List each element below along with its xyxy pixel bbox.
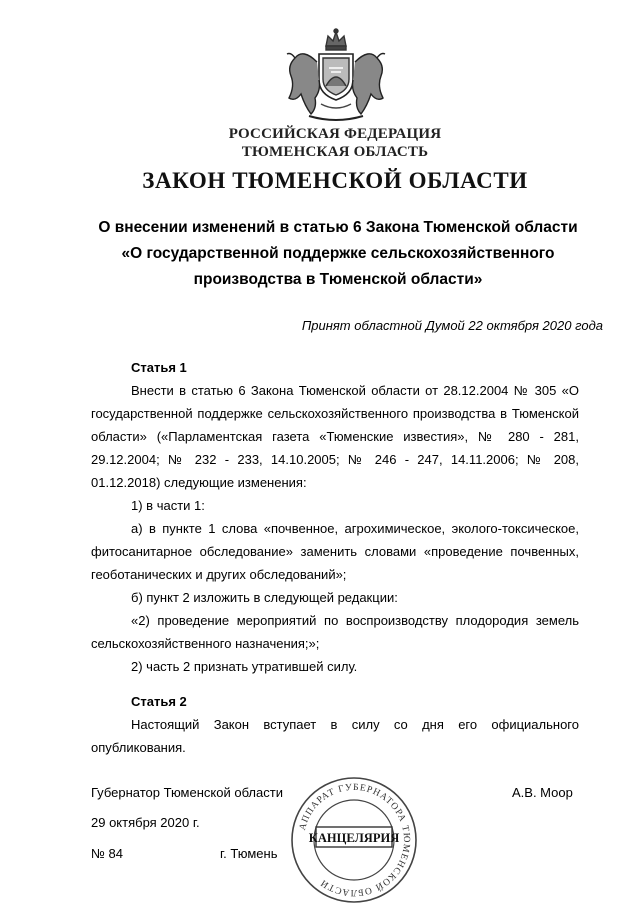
article-paragraph: «2) проведение мероприятий по воспроизводству плодородия земель сельскохозяйственного назначения;»; xyxy=(91,613,579,651)
governor-position: Губернатор Тюменской области xyxy=(91,785,283,800)
adoption-note xyxy=(88,318,603,333)
signing-date: 29 октября 2020 г. xyxy=(91,815,200,830)
article-2-body xyxy=(91,713,579,759)
law-title: ЗАКОН ТЮМЕНСКОЙ ОБЛАСТИ xyxy=(142,168,528,193)
office-seal-icon xyxy=(286,775,422,905)
adoption-note-text: Принят областной Думой 22 октября 2020 года xyxy=(301,318,603,333)
article-2-title: Статья 2 xyxy=(131,694,187,709)
region-heading: ТЮМЕНСКАЯ ОБЛАСТЬ xyxy=(241,144,429,160)
seal-ring-text: АППАРАТ ГУБЕРНАТОРА ТЮМЕНСКОЙ ОБЛАСТИ xyxy=(297,782,412,898)
coat-of-arms-icon xyxy=(281,28,391,126)
seal-center-text: КАНЦЕЛЯРИЯ xyxy=(308,831,400,845)
subject-line: «О государственной поддержке сельскохозяйственного xyxy=(121,245,555,262)
article-paragraph: 1) в части 1: xyxy=(131,498,205,513)
law-subject xyxy=(88,215,588,293)
article-1-title: Статья 1 xyxy=(131,360,187,375)
subject-line: производства в Тюменской области» xyxy=(193,271,483,288)
article-1-body xyxy=(91,379,579,678)
federation-heading: РОССИЙСКАЯ ФЕДЕРАЦИЯ xyxy=(228,126,442,142)
article-paragraph: б) пункт 2 изложить в следующей редакции: xyxy=(131,590,398,605)
law-number: № 84 xyxy=(91,846,124,861)
article-paragraph: Настоящий Закон вступает в силу со дня его официального опубликования. xyxy=(91,717,579,755)
signing-city: г. Тюмень xyxy=(220,846,278,861)
article-paragraph: 2) часть 2 признать утратившей силу. xyxy=(131,659,358,674)
governor-name: А.В. Моор xyxy=(512,785,573,800)
article-paragraph: а) в пункте 1 слова «почвенное, агрохимическое, эколого-токсическое, фитосанитарное обследование» заменить словами «проведение почвенных, геоботанических и других обследований»; xyxy=(91,521,579,582)
article-paragraph: Внести в статью 6 Закона Тюменской области от 28.12.2004 № 305 «О государственной поддержке сельскохозяйственного производства в Тюменской области» («Парламентская газета «Тюменские известия», № 280 - 281, 29.12.2004; № 232 - 233, 14.10.2005; № 246 - 247, 14.11.2006; № 208, 01.12.2018) следующие изменения: xyxy=(91,383,579,490)
subject-line: О внесении изменений в статью 6 Закона Тюменской области xyxy=(98,219,578,236)
